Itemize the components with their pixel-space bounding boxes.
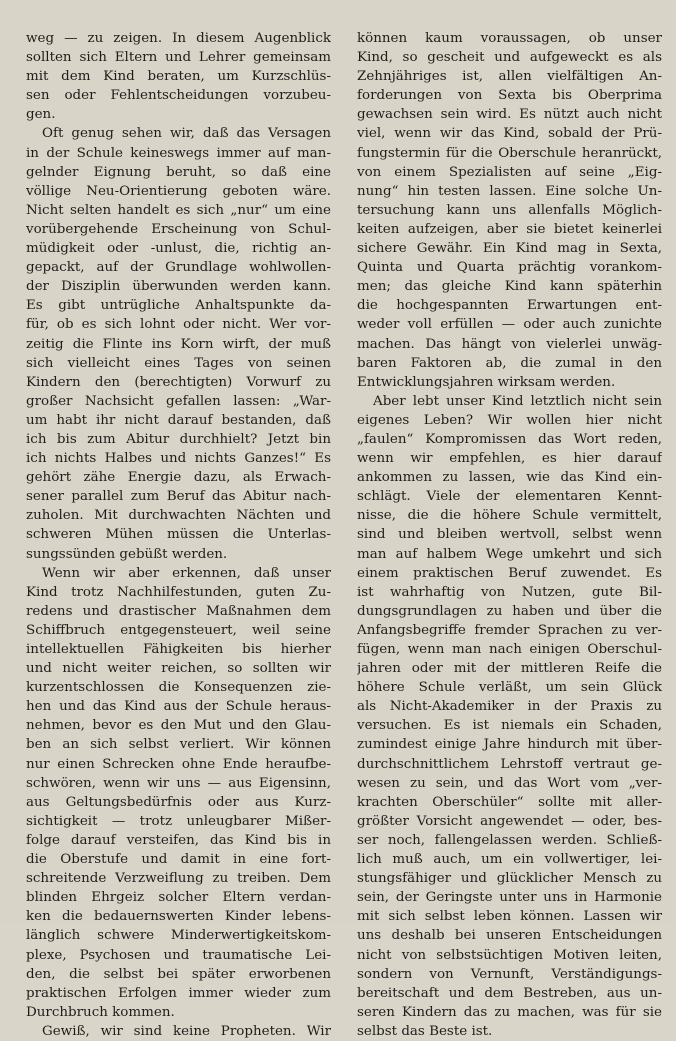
text-line: dungsgrundlagen zu haben und über die [357, 603, 662, 619]
text-line: weder voll erfüllen — oder auch zunichte [357, 317, 662, 333]
text-line: die hochgespannten Erwartungen ent- [357, 298, 662, 314]
text-line: um habt ihr nicht darauf bestanden, daß [26, 412, 331, 428]
text-line: stungsfähiger und glücklicher Mensch zu [357, 871, 662, 887]
text-line: den, die selbst bei später erworbenen [26, 966, 331, 982]
text-line: Oft genug sehen wir, daß das Versagen [42, 126, 331, 142]
text-line: schlägt. Viele der elementaren Kennt- [357, 489, 662, 505]
text-line: sener parallel zum Beruf das Abitur nach- [26, 489, 331, 505]
text-line: vorübergehende Erscheinung von Schul- [26, 221, 331, 237]
text-line: mit sich selbst leben können. Lassen wir [357, 909, 662, 925]
text-line: viel, wenn wir das Kind, sobald der Prü- [357, 126, 662, 142]
text-line: der Disziplin überwunden werden kann. [26, 279, 331, 295]
text-line: länglich schwere Minderwertigkeitskom- [26, 928, 331, 944]
text-line: zeitig die Flinte ins Korn wirft, der muß [26, 336, 331, 352]
text-line: nur einen Schrecken ohne Ende heraufbe- [26, 756, 331, 772]
text-line: als Nicht-Akademiker in der Praxis zu [357, 699, 662, 715]
text-line: blinden Ehrgeiz solcher Eltern verdan- [26, 890, 331, 906]
text-line: zumindest einige Jahre hindurch mit über- [357, 737, 662, 753]
text-line: die Oberstufe und damit in eine fort- [26, 852, 331, 868]
text-line: größter Vorsicht angewendet — oder, bes- [357, 813, 662, 829]
text-line: praktischen Erfolgen immer wieder zum [26, 985, 331, 1001]
text-line: redens und drastischer Maßnahmen dem [26, 603, 331, 619]
text-line: Gewiß, wir sind keine Propheten. Wir [42, 1023, 331, 1039]
text-line: selbst das Beste ist. [357, 1023, 493, 1039]
text-line: lich muß auch, um ein vollwertiger, lei- [357, 852, 662, 868]
text-line: hen und das Kind aus der Schule heraus- [26, 699, 331, 715]
text-line: fügen, wenn man nach einigen Oberschul- [357, 642, 662, 657]
text-line: sollten sich Eltern und Lehrer gemeinsam [26, 50, 331, 66]
text-line: ben an sich selbst verliert. Wir können [26, 737, 331, 753]
text-line: seren Kindern das zu machen, was für sie [357, 1004, 662, 1020]
text-line: sind und bleiben wertvoll, selbst wenn [357, 527, 662, 543]
text-line: schweren Mühen müssen die Unterlas- [26, 527, 331, 543]
text-line: sichtigkeit — trotz unleugbarer Mißer- [26, 813, 331, 829]
text-line: Quinta und Quarta prächtig vorankom- [357, 260, 662, 276]
text-line: Zehnjähriges ist, allen vielfältigen An- [357, 69, 662, 85]
text-line: Wenn wir aber erkennen, daß unser [42, 565, 331, 581]
text-line: versuchen. Es ist niemals ein Schaden, [357, 718, 662, 734]
text-line: mit dem Kind beraten, um Kurzschlüs- [26, 69, 331, 85]
text-line: folge darauf versteifen, das Kind bis in [26, 832, 331, 848]
text-line: ich nichts Halbes und nichts Ganzes!“ Es [26, 451, 331, 467]
text-line: tersuchung kann uns allenfalls Möglich- [357, 202, 662, 218]
text-line: ken die bedauernswerten Kinder lebens- [26, 909, 331, 925]
text-line: großer Nachsicht gefallen lassen: „War- [26, 393, 331, 409]
text-line: sein, der Geringste unter uns in Harmonie [357, 890, 662, 906]
text-line: ankommen zu lassen, wie das Kind ein- [357, 470, 662, 486]
text-line: zuholen. Mit durchwachten Nächten und [26, 508, 331, 524]
text-line: intellektuellen Fähigkeiten bis hierher [26, 642, 331, 657]
text-line: durchschnittlichem Lehrstoff vertraut ge- [357, 756, 662, 772]
text-line: völlige Neu-Orientierung geboten wäre. [26, 183, 331, 199]
text-line: keiten aufzeigen, aber sie bietet keinerlei [357, 221, 662, 237]
text-line: kurzentschlossen die Konsequenzen zie- [26, 680, 331, 696]
text-line: fungstermin für die Oberschule heranrückt, [357, 145, 662, 161]
text-line: men; das gleiche Kind kann späterhin [357, 279, 662, 295]
text-line: wenn wir empfehlen, es hier darauf [357, 451, 662, 467]
text-line: von einem Spezialisten auf seine „Eig- [357, 164, 662, 180]
text-line: Aber lebt unser Kind letztlich nicht sein [373, 393, 662, 409]
text-line: Schiffbruch entgegensteuert, weil seine [26, 622, 331, 638]
text-line: können kaum voraussagen, ob unser [357, 31, 662, 46]
text-line: ich bis zum Abitur durchhielt? Jetzt bin [26, 431, 331, 447]
text-line: Es gibt untrügliche Anhaltspunkte da- [26, 298, 331, 314]
text-line: weg — zu zeigen. In diesem Augenblick [26, 31, 331, 46]
text-line: gehört zähe Energie dazu, als Erwach- [26, 470, 331, 486]
text-line: „faulen“ Kompromissen das Wort reden, [357, 431, 662, 447]
text-line: sen oder Fehlentscheidungen vorzubeu- [26, 88, 331, 104]
text-line: gelnder Eignung beruht, so daß eine [26, 164, 331, 180]
text-line: nisse, die die höhere Schule vermittelt, [357, 508, 662, 524]
text-line: Nicht selten handelt es sich „nur“ um eine [26, 202, 331, 218]
text-line: nicht von selbstsüchtigen Motiven leiten, [357, 947, 662, 963]
text-line: sich vielleicht eines Tages von seinen [26, 355, 331, 371]
text-line: sichere Gewähr. Ein Kind mag in Sexta, [357, 241, 662, 257]
text-line: jahren oder mit der mittleren Reife die [357, 661, 662, 677]
text-line: schwören, wenn wir uns — aus Eigensinn, [26, 775, 331, 791]
text-line: baren Faktoren ab, die zumal in den [357, 355, 662, 371]
text-line: und nicht weiter reichen, so sollten wir [26, 661, 331, 677]
text-line: wesen zu sein, und das Wort vom „ver- [357, 775, 662, 791]
text-line: gepackt, auf der Grundlage wohlwollen- [26, 260, 331, 276]
text-line: Entwicklungsjahren wirksam werden. [357, 374, 616, 390]
text-line: höhere Schule verläßt, um sein Glück [357, 680, 662, 696]
text-line: sondern von Vernunft, Verständigungs- [357, 966, 662, 982]
text-line: uns deshalb bei unseren Entscheidungen [357, 928, 662, 944]
text-line: aus Geltungsbedürfnis oder aus Kurz- [26, 794, 331, 810]
text-line: bereitschaft und dem Bestreben, aus un- [357, 985, 662, 1001]
text-line: ist wahrhaftig von Nutzen, gute Bil- [357, 584, 662, 600]
text-line: Anfangsbegriffe fremder Sprachen zu ver- [357, 622, 662, 638]
text-line: gewachsen sein wird. Es nützt auch nicht [357, 107, 662, 123]
text-line: Kind, so gescheit und aufgeweckt es als [357, 50, 662, 66]
text-line: Kind trotz Nachhilfestunden, guten Zu- [26, 584, 331, 600]
text-line: krachten Oberschüler“ sollte mit aller- [357, 794, 662, 810]
text-line: Durchbruch kommen. [26, 1004, 175, 1020]
text-line: ser noch, fallengelassen werden. Schließ- [357, 832, 662, 848]
text-line: in der Schule keineswegs immer auf man- [26, 145, 331, 161]
text-line: nung“ hin testen lassen. Eine solche Un- [357, 183, 662, 199]
text-line: forderungen von Sexta bis Oberprima [357, 88, 662, 104]
text-line: plexe, Psychosen und traumatische Lei- [26, 947, 331, 963]
text-line: sungssünden gebüßt werden. [26, 546, 228, 562]
text-line: für, ob es sich lohnt oder nicht. Wer vor- [26, 317, 331, 333]
left-text-column [26, 29, 331, 1041]
text-line: einem praktischen Beruf zuwendet. Es [357, 565, 662, 581]
text-line: müdigkeit oder -unlust, die, richtig an- [26, 241, 331, 257]
text-line: schreitende Verzweiflung zu treiben. Dem [26, 871, 331, 887]
text-line: gen. [26, 107, 56, 123]
text-line: eigenes Leben? Wir wollen hier nicht [357, 412, 662, 428]
text-line: nehmen, bevor es den Mut und den Glau- [26, 718, 331, 734]
right-text-column [357, 29, 662, 1041]
text-line: man auf halbem Wege umkehrt und sich [357, 546, 662, 562]
text-line: machen. Das hängt von vielerlei unwäg- [357, 336, 662, 352]
text-line: Kindern den (berechtigten) Vorwurf zu [26, 374, 331, 390]
